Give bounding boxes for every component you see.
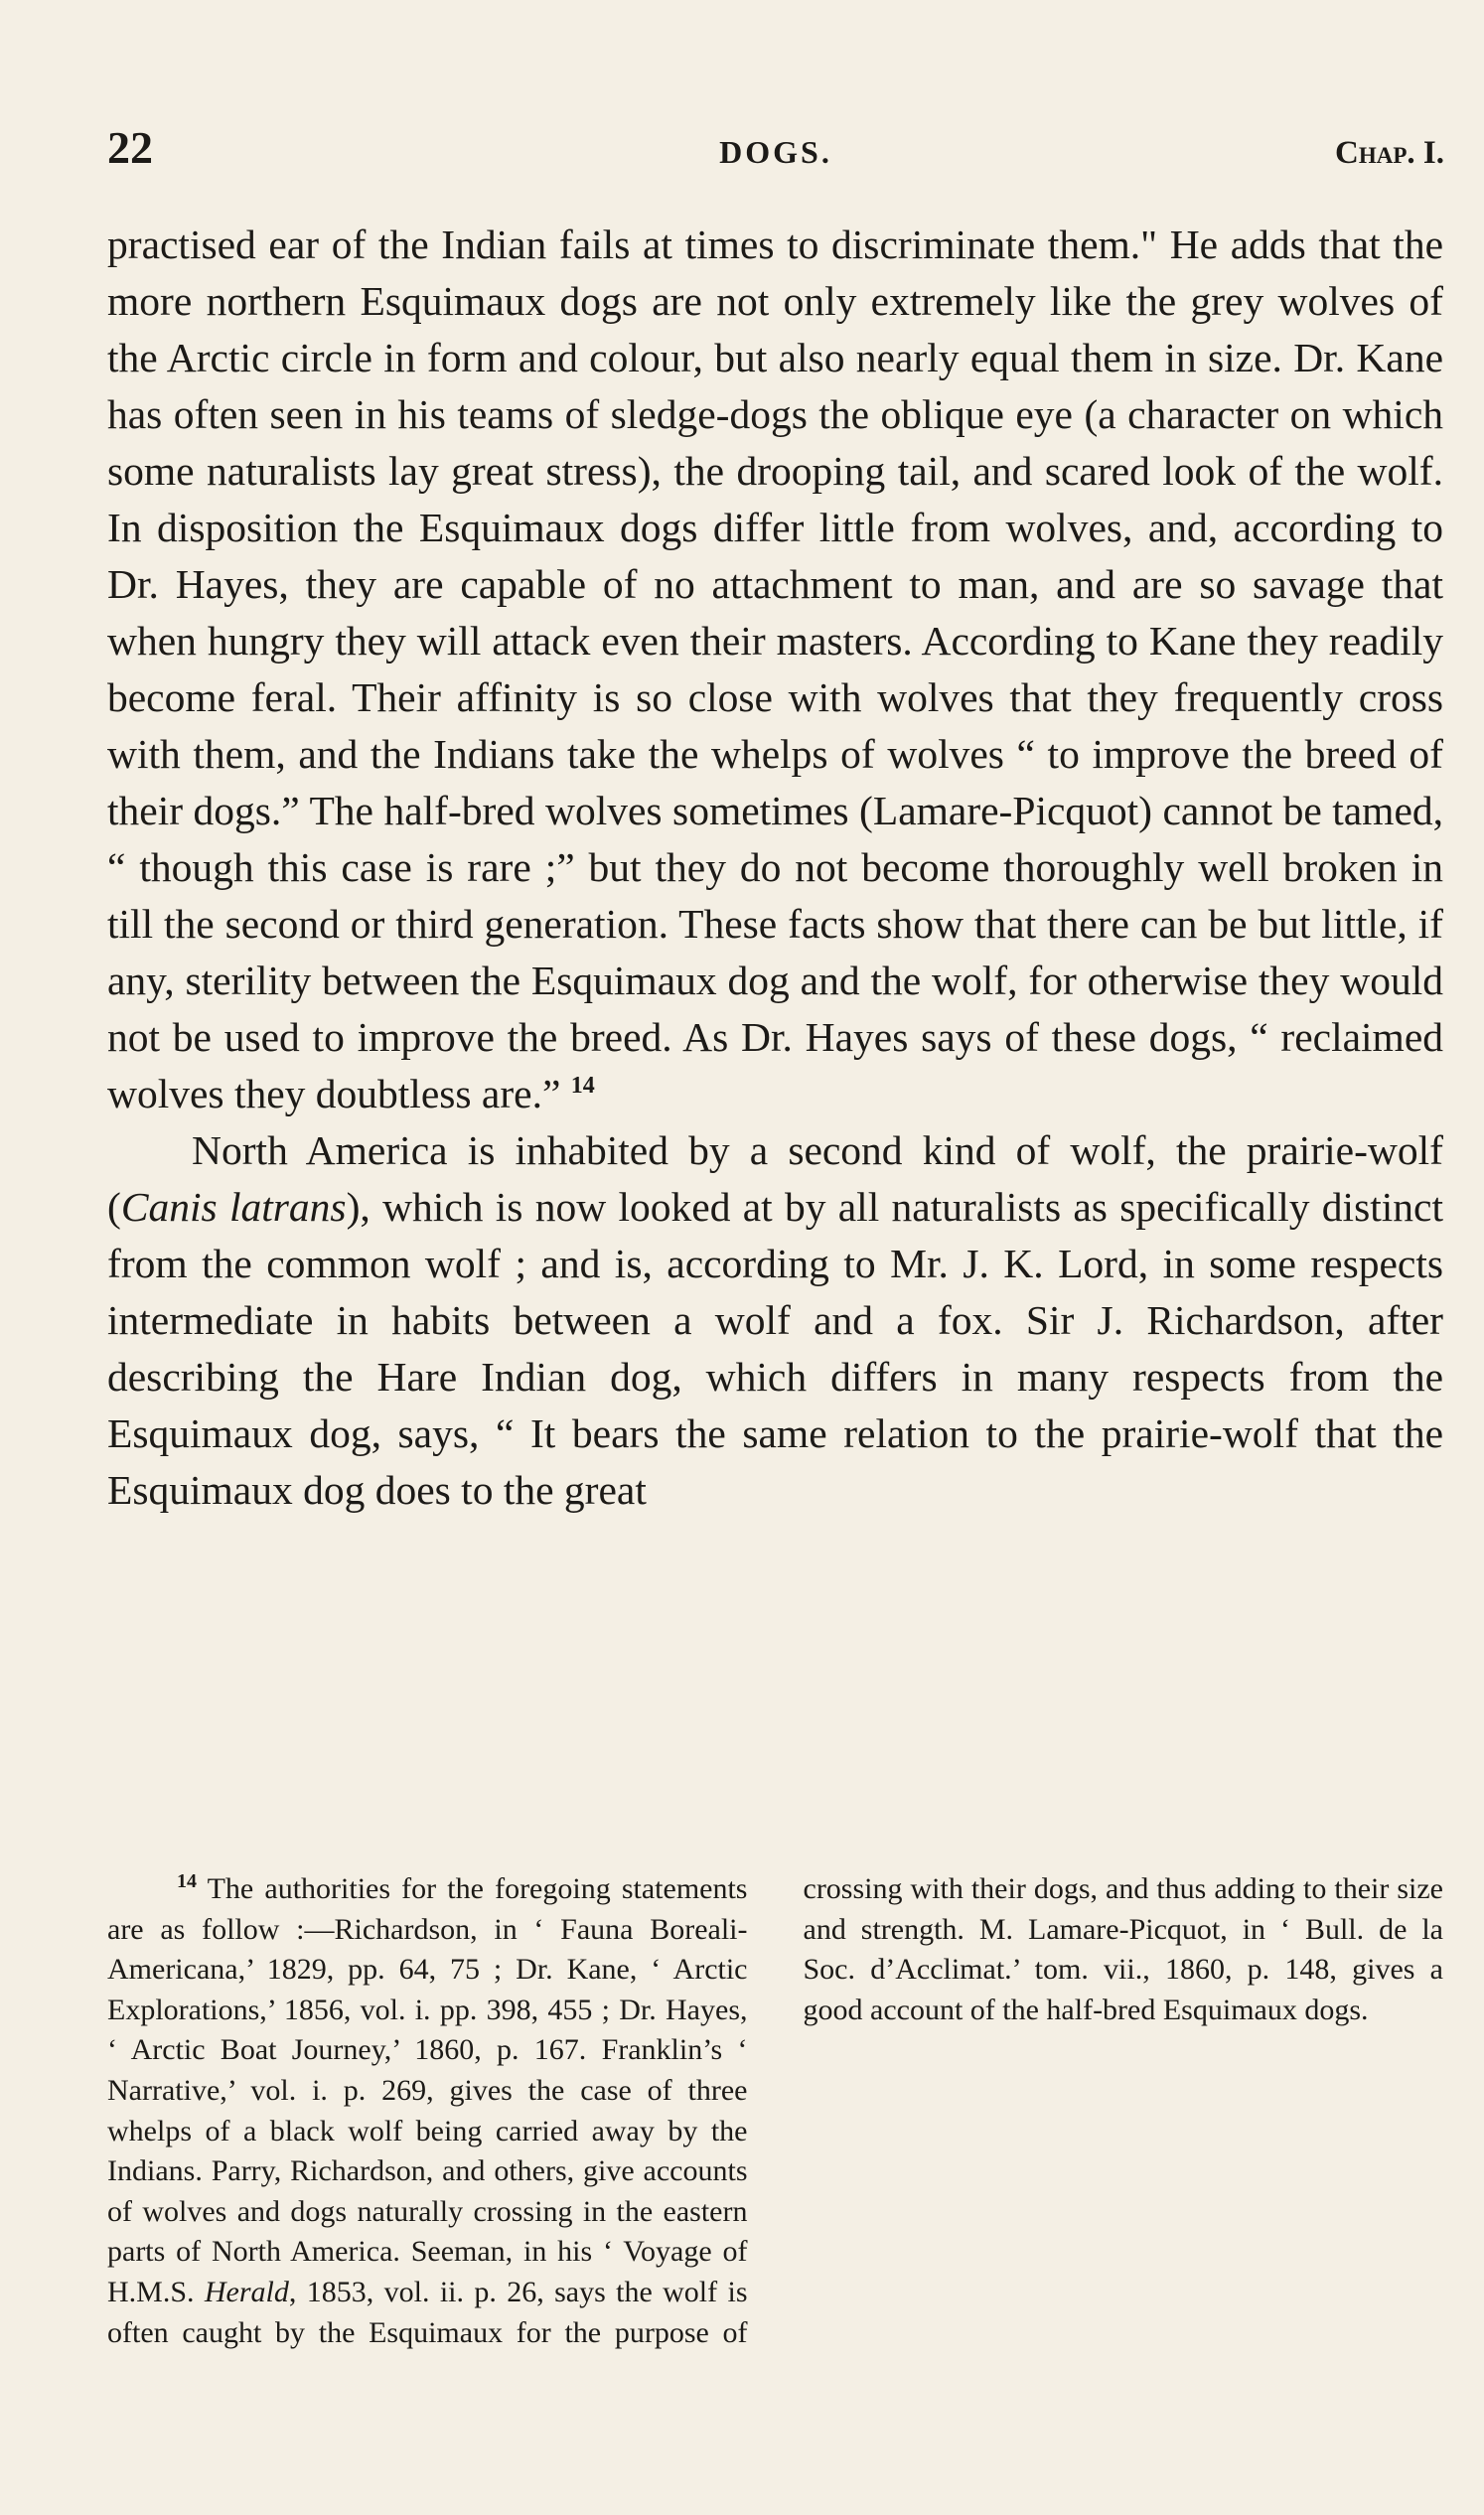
paragraph-text: North America is inhabited by a second kind of wolf, the prairie-wolf (: [107, 1127, 1443, 1230]
footnotes: [107, 1869, 1443, 2386]
page-number: 22: [107, 122, 153, 173]
ship-name: Herald: [204, 2275, 289, 2308]
footnote: [107, 1869, 1443, 2386]
paragraph: [107, 217, 1443, 1122]
footnote-number: 14: [177, 1870, 197, 1892]
body-text: [107, 217, 1443, 1519]
paragraph-text: practised ear of the Indian fails at times to discriminate them." He adds that the more northern Esquimaux dogs are not only extremely like the grey wolves of the Arctic circle in form and colour, but also nearly equal them in size. Dr. Kane has often seen in his teams of sledge-dogs the oblique eye (a character on which some naturalists lay great stress), the drooping tail, and scared look of the wolf. In disposition the Esquimaux dogs differ little from wolves, and, according to Dr. Hayes, they are capable of no attachment to man, and are so savage that when hungry they will attack even their masters. According to Kane they readily become feral. Their affinity is so close with wolves that they frequently cross with them, and the Indians take the whelps of wolves “ to improve the breed of their dogs.” The half-bred wolves sometimes (Lamare-Picquot) cannot be tamed, “ though this case is rare ;” but they do not become thoroughly well broken in till the second or third generation. These facts show that there can be but little, if any, sterility between the Esquimaux dog and the wolf, for otherwise they would not be used to improve the breed. As Dr. Hayes says of these dogs, “ reclaimed wolves they doubtless are.”: [107, 222, 1443, 1116]
running-head: [107, 121, 1444, 177]
footnote-text: The authorities for the foregoing statements are as follow :—Richardson, in ‘ Fauna Boreali-Americana,’ 1829, pp. 64, 75 ; Dr. Kane, ‘ Arctic Explorations,’ 1856, vol. i. pp. 398, 455 ; Dr. Hayes, ‘ Arctic Boat Journey,’ 1860, p. 167. Franklin’s ‘ Narrative,’ vol. i. p. 269, gives the case of three whelps of a black wolf being carried away by the Indians. Parry, Richardson, and others, give accounts of wolves and dogs naturally crossing in the eastern parts of North America. Seeman, in his ‘ Voyage of H.M.S.: [107, 1872, 748, 2308]
paragraph: [107, 1122, 1443, 1519]
paragraph-text: ), which is now looked at by all naturalists as specifically distinct from the common wolf ; and is, according to Mr. J. K. Lord, in some respects intermediate in habits between a wolf and a fox. Sir J. Richardson, after describing the Hare Indian dog, which differs in many respects from the Esquimaux dog, says, “ It bears the same relation to the prairie-wolf that the Esquimaux dog does to the great: [107, 1184, 1443, 1513]
species-name: Canis latrans: [120, 1184, 347, 1230]
footnote-text: , 1853, vol. ii. p. 26, says the wolf is often caught by the Esquimaux for the purpose of crossing with their dogs, and thus adding to their size and strength. M. Lamare-Picquot, in ‘ Bull. de la Soc. d’Acclimat.’ tom. vii., 1860, p. 148, gives a good account of the half-bred Esquimaux dogs.: [107, 1872, 1443, 2349]
running-title: DOGS.: [719, 134, 832, 170]
chapter-label: Chap. I.: [1335, 135, 1444, 171]
footnote-reference: 14: [570, 1073, 595, 1100]
